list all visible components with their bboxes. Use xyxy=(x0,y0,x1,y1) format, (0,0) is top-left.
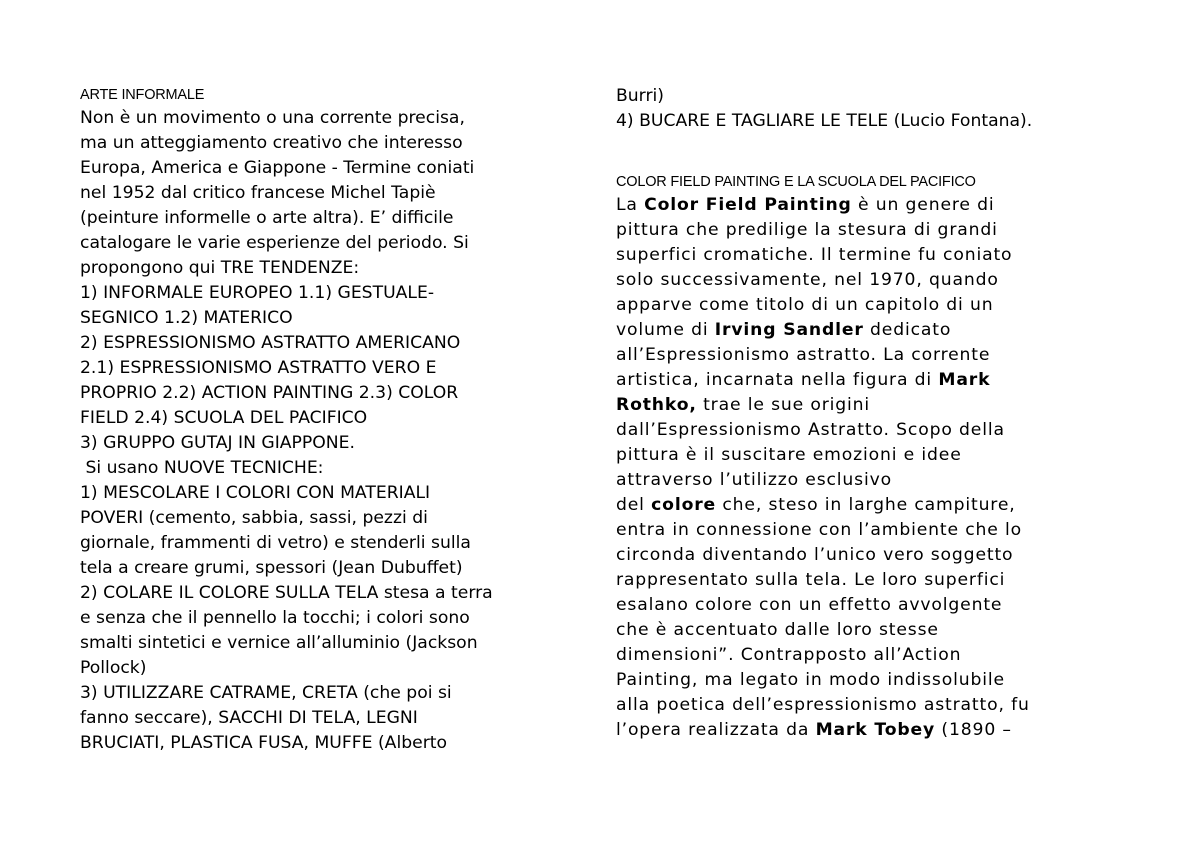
text-line: FIELD 2.4) SCUOLA DEL PACIFICO xyxy=(80,408,368,428)
text-run: l’opera realizzata da xyxy=(616,720,816,740)
text-run: La xyxy=(616,195,645,215)
right-column xyxy=(616,84,1116,743)
text-line xyxy=(616,318,1116,343)
text-line: all’Espressionismo astratto. La corrente xyxy=(616,345,991,365)
section-heading-arte-informale: ARTE INFORMALE xyxy=(80,87,205,103)
text-run: trae le sue origini xyxy=(696,395,871,415)
text-line: (peinture informelle o arte altra). E’ difficile xyxy=(80,208,454,228)
bold-term: Mark xyxy=(938,370,991,390)
bold-term: Mark Tobey xyxy=(815,720,936,740)
text-line: superfici cromatiche. Il termine fu coniato xyxy=(616,245,1013,265)
text-line: POVERI (cemento, sabbia, sassi, pezzi di xyxy=(80,508,428,528)
text-line: dall’Espressionismo Astratto. Scopo della xyxy=(616,420,1005,440)
text-line: Si usano NUOVE TECNICHE: xyxy=(80,458,324,478)
text-run: artistica, incarnata nella figura di xyxy=(616,370,939,390)
text-run: che, steso in larghe campiture, xyxy=(716,495,1016,515)
text-line: BRUCIATI, PLASTICA FUSA, MUFFE (Alberto xyxy=(80,733,448,753)
text-run: è un genere di xyxy=(851,195,995,215)
text-line xyxy=(616,368,1116,393)
bold-term: Irving Sandler xyxy=(714,320,864,340)
text-line: pittura che predilige la stesura di grandi xyxy=(616,220,998,240)
text-line: entra in connessione con l’ambiente che lo xyxy=(616,520,1022,540)
left-column xyxy=(80,84,580,756)
text-line xyxy=(616,193,1116,218)
text-line: propongono qui TRE TENDENZE: xyxy=(80,258,360,278)
text-line: 4) BUCARE E TAGLIARE LE TELE (Lucio Fontana). xyxy=(616,111,1033,131)
text-line: catalogare le varie esperienze del periodo. Si xyxy=(80,233,469,253)
text-line: apparve come titolo di un capitolo di un xyxy=(616,295,994,315)
text-line: Burri) xyxy=(616,86,664,106)
paragraph-gap xyxy=(616,134,1116,171)
bold-term: Color Field Painting xyxy=(644,195,852,215)
text-line: 3) UTILIZZARE CATRAME, CRETA (che poi si xyxy=(80,683,452,703)
text-line xyxy=(616,493,1116,518)
text-line: SEGNICO 1.2) MATERICO xyxy=(80,308,293,328)
section-heading-color-field: COLOR FIELD PAINTING E LA SCUOLA DEL PACIFICO xyxy=(616,174,976,190)
text-line: 3) GRUPPO GUTAJ IN GIAPPONE. xyxy=(80,433,355,453)
text-line: che è accentuato dalle loro stesse xyxy=(616,620,939,640)
text-run: volume di xyxy=(616,320,715,340)
text-line: 2) ESPRESSIONISMO ASTRATTO AMERICANO xyxy=(80,333,461,353)
text-line: pittura è il suscitare emozioni e idee xyxy=(616,445,962,465)
text-line: 2.1) ESPRESSIONISMO ASTRATTO VERO E xyxy=(80,358,437,378)
text-line: tela a creare grumi, spessori (Jean Dubuffet) xyxy=(80,558,463,578)
text-line: ma un atteggiamento creativo che interesso xyxy=(80,133,463,153)
text-line: dimensioni”. Contrapposto all’Action xyxy=(616,645,962,665)
text-line: nel 1952 dal critico francese Michel Tapiè xyxy=(80,183,436,203)
text-line: Europa, America e Giappone - Termine coniati xyxy=(80,158,475,178)
text-line: solo successivamente, nel 1970, quando xyxy=(616,270,999,290)
text-line: 1) MESCOLARE I COLORI CON MATERIALI xyxy=(80,483,431,503)
text-line: fanno seccare), SACCHI DI TELA, LEGNI xyxy=(80,708,418,728)
text-line: smalti sintetici e vernice all’alluminio (Jackson xyxy=(80,633,478,653)
text-line: PROPRIO 2.2) ACTION PAINTING 2.3) COLOR xyxy=(80,383,459,403)
text-line: attraverso l’utilizzo esclusivo xyxy=(616,470,892,490)
text-line xyxy=(616,393,1116,418)
text-line: Pollock) xyxy=(80,658,147,678)
text-line: alla poetica dell’espressionismo astratto, fu xyxy=(616,695,1030,715)
text-run: (1890 – xyxy=(935,720,1012,740)
text-line: circonda diventando l’unico vero soggetto xyxy=(616,545,1014,565)
bold-term: Rothko, xyxy=(616,395,697,415)
text-line: esalano colore con un effetto avvolgente xyxy=(616,595,1003,615)
text-run: del xyxy=(616,495,652,515)
text-line: Painting, ma legato in modo indissolubile xyxy=(616,670,1005,690)
text-run: dedicato xyxy=(863,320,952,340)
text-line xyxy=(616,718,1116,743)
text-line: 1) INFORMALE EUROPEO 1.1) GESTUALE- xyxy=(80,283,435,303)
text-line: e senza che il pennello la tocchi; i colori sono xyxy=(80,608,470,628)
text-line: 2) COLARE IL COLORE SULLA TELA stesa a terra xyxy=(80,583,493,603)
text-line: Non è un movimento o una corrente precisa, xyxy=(80,108,465,128)
bold-term: colore xyxy=(651,495,717,515)
text-line: rappresentato sulla tela. Le loro superfici xyxy=(616,570,1006,590)
text-line: giornale, frammenti di vetro) e stenderli sulla xyxy=(80,533,471,553)
